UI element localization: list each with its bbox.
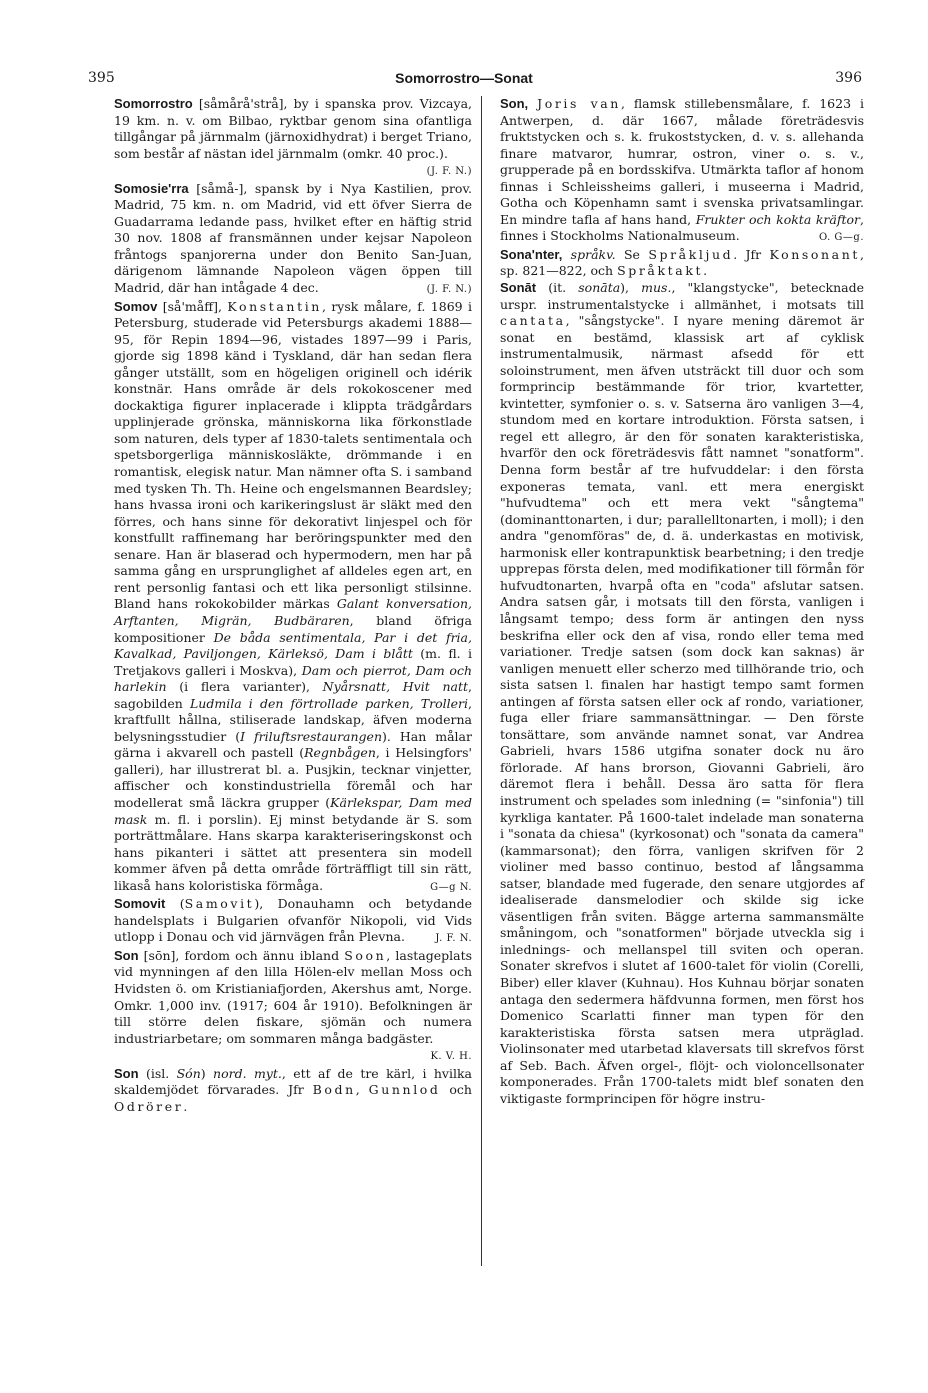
spaced-text: Gunnlod [368,1082,441,1098]
dictionary-entry [114,96,472,181]
italic-text: De båda sentimentala, Par i det fria, Kavalkad, Paviljongen, Kärleksö, Dam i blått [114,629,472,662]
entry-headword: Somovit [114,896,166,912]
entry-headword: Sonāt [500,280,537,296]
spaced-text: Odrörer [114,1098,184,1114]
entry-text [528,96,537,111]
entry-text: , "klangstycke", betecknade urspr. instrumentalstycke i allmänhet, i motsats till [500,280,864,312]
entry-text: , bland öfriga kompositioner [114,612,472,645]
dictionary-entry [114,896,472,948]
author-signature: J. F. N. [435,933,472,945]
entry-text: ), [620,280,642,296]
column-divider [481,96,482,1266]
entry-text: , "sångstycke". I nyare mening däremot är sonat en bestämd, klassisk art af cyklisk instrumentalmusik, närmast afsedd för ett soloinstrument, men äfven utsträckt till duor och som formprincip bestämmande för trior, kvartetter, kvintetter, symfonier o. s. v. Satserna äro vanligen 3—4, stundom med en kortare introduktion. Första satsen, i regel ett allegro, är den för sonaten karakteristiska, hvarför den ock företrädesvis fått namnet "sonatform". Denna form består af tre hufvuddelar: i den första exponeras temata, vanl. ett mera energiskt "hufvudtema" och ett mera vekt "sångtema" (dominanttonarten, i dur; parallelltonarten, i moll); i den andra "genomföras" de, d. ä. underkastas en motivisk, harmonisk eller kontrapunktisk bearbetning; i den tredje upprepas första delen, med modifikationer till förmån för hufvudtonarten, hvarpå ofta en "coda" afslutar satsen. Andra satsen går, i motsats till den första, vanligen i långsamt tempo; dess form är antingen den nyss beskrifna eller ock den af visa, rondo eller tema med variationer. Tredje satsen (som dock kan saknas) är vanligen menuett eller scherzo med tillhörande trio, och sista satsen l. finalen har hastigt tempo samt formen antingen af första satsen eller ock af rondo, variationer, fuga eller friare sammansättningar. — Den förste tonsättare, som använde namnet sonat, var Andrea Gabrieli, hvars 1586 utgifna sonater dock nu äro förlorade. Af hans brorson, Giovanni Gabrieli, äro däremot flera i behåll. Dessa äro satta för flera instrument och spelades som inledning (= "sinfonia") till kyrkliga kantater. På 1600-talet indelade man sonaterna i "sonata da chiesa" (kyrkosonat) och "sonata da camera" (kammarsonat); den förra, vanligen skrifven för 2 violiner med basso continuo, bestod af långsamma satser, blandade med fugerade, den senare utgjordes af idealiserade dansmelodier och skilde sig icke väsentligen från sviten. Bägge arterna sammansmälte småningom, och "sonatformen" började utveckla sig i inlednings- och mellanspel till sviten och operan. Sonater skrefvos i slutet af 1600-talet för violin (Corelli, Biber) eller klaver (Kuhnau). Hos Kuhnau börjar sonaten antaga den sedermera häfdvunna formen, men först hos Domenico Scarlatti finner man typen för den karakteristiska första satsen mera utpräglad. Violinsonater med utarbetad klaversats till skrefvos först af Seb. Bach. Äfven orgel-, flöjt- och violoncellsonater komponerades. Från 1700-talets midt blef sonaten den viktigaste formprincipen för högre instru- [500,313,864,1106]
author-signature: O. G—g. [818,232,864,244]
entry-text: (m. fl. i Tretjakovs galleri i Moskva), [114,646,472,678]
italic-text: Galant konversation, Arftanten, Migrän, Budbäraren [114,596,472,628]
entry-text: ( [165,896,185,912]
entry-text: [såmå-], spansk by i Nya Kastilien, prov. Madrid, 75 km. n. om Madrid, vid ett öfver Sierra de Guadarrama ledande pass, hvilket efter en häftig strid 30 nov. 1808 af fransmännen under kejsar Napoleon fråntogs spanjorerna under don Benito San-Juan, därigenom lämnande Napoleon vägen öppen till Madrid, där han intågade 4 dec. [114,180,472,296]
running-title: Somorrostro—Sonat [395,70,533,86]
italic-text: språkv. [570,246,616,262]
italic-text: sonāta [578,280,621,296]
spaced-text: Joris van [537,96,621,111]
spaced-text: Språktakt [617,263,704,279]
italic-text: Nyårsnatt, Hvit natt [322,679,469,695]
author-signature: G—g N. [430,881,472,893]
entry-headword: Somorrostro [114,96,193,111]
left-column [114,96,472,1115]
entry-text: (isl. [138,1065,177,1081]
entry-text: , flamsk stillebensmålare, f. 1623 i Antwerpen, d. där 1667, målade företrädesvis fruktstycken och s. k. frukoststycken, d. v. s. allehanda finare matvaror, humrar, ostron, viner o. s. v., grupperade på en bordsskifva. Utmärkta taflor af honom finnas i Schleissheims galleri, i museerna i Madrid, Gotha och Köpenhamn samt i svenska privatsamlingar. En mindre tafla af hans hand, [500,96,864,227]
dictionary-entry [500,247,864,280]
dictionary-entry [114,181,472,299]
entry-text: , lastageplats vid mynningen af den lilla Hölen-elv mellan Moss och Hvidsten ö. om Kristianiafjorden, Akershus amt, Norge. Omkr. 1,000 inv. (1917; 604 år 1910). Befolkningen är till större delen fiskare, sjömän och numera industriarbetare; om sommaren många badgäster. [114,947,473,1046]
entry-text: , finnes i Stockholms Nationalmuseum. [500,211,864,244]
entry-headword: Son [114,947,139,963]
dictionary-entry [500,280,864,1107]
entry-text: , [355,1082,369,1098]
entry-headword: Sona'nter, [500,246,563,262]
dictionary-entry [114,948,472,1066]
entry-text [562,247,570,262]
spaced-text: Soon [344,947,387,963]
entry-headword: Son, [500,96,529,111]
spaced-text: Konsonant [769,246,860,262]
italic-text: mus. [641,280,672,296]
entry-text: , ett af de tre kärl, i hvilka skaldemjödet förvarades. Jfr [114,1065,472,1098]
entry-text: . Jfr [733,246,770,262]
author-signature: K. V. H. [430,1051,472,1063]
entry-text: Se [615,246,649,262]
entry-text: (i flera varianter), [166,679,323,695]
author-signature: (J. F. N.) [426,284,472,296]
italic-text: Ludmila i den förtrollade parken, Trolleri [190,695,468,711]
italic-text: I friluftsrestaurangen [240,728,383,744]
italic-text: Kärlekspar, Dam med mask [114,794,472,827]
spaced-text: Samovit [184,896,255,912]
entry-text: ) [200,1065,214,1081]
entry-text: , i Helsingfors' galleri), har illustrerat bl. a. Pusjkin, tecknar vinjetter, affischer och konstindustriella föremål och har modellerat små läckra grupper ( [114,745,472,810]
dictionary-entry [114,299,472,897]
entry-text: , sagobilden [114,679,472,711]
spaced-text: Konstantin [227,298,322,314]
dictionary-entry [500,96,864,247]
right-page-number: 396 [835,70,862,86]
entry-text: (it. [536,280,579,296]
author-signature: (J. F. N.) [426,166,472,178]
entry-text: [sōn], fordom och ännu ibland [138,947,345,963]
entry-text: , rysk målare, f. 1869 i Petersburg, studerade vid Petersburgs akademi 1888—95, för Repin 1894—96, vistades 1897—99 i Paris, gjorde sig 1898 känd i Tyskland, där han sedan flera gånger utställt, som en högeligen originell och idérik konstnär. Hans område är dels rokokoscener med dockaktiga figurer inplacerade i klippta trädgårdars upplinjerade grönska, människorna lika förkonstlade som naturen, dels typer af 1830-talets sentimentala och spetsborgerliga människosläkte, drömmande i en romantisk, elegisk natur. Man nämner ofta S. i samband med tysken Th. Th. Heine och engelsmannen Beardsley; hans hvassa ironi och karikeringslust är släkt med den förres, och hans sinne för dekorativt linjespel och för konstfullt raffinemang har beröringspunkter med den senare. Han är blaserad och hypermodern, men har på samma gång en ursprunglighet af alldeles egen art, en rent personlig fantasi och ett lika personligt stilsinne. Bland hans rokokobilder märkas [114,298,472,612]
spaced-text: cantata [500,313,566,329]
dictionary-entry [114,1066,472,1116]
entry-text: , sp. 821—822, och [500,246,864,279]
entry-text: ), Donauhamn och betydande handelsplats i Bulgarien ofvanför Nikopoli, vid Vids utlopp i Donau och vid järnvägen från Plevna. [114,896,472,945]
entry-text: och [440,1082,472,1098]
italic-text: Dam och pierrot, Dam och harlekin [114,662,473,695]
entry-text: . [183,1098,188,1114]
entry-headword: Son [114,1065,139,1081]
italic-text: nord. myt. [213,1065,282,1081]
entry-text: ). Han målar gärna i akvarell och pastell ( [114,728,472,761]
italic-text: Regnbågen [304,745,376,761]
italic-text: Frukter och kokta kräftor [695,211,861,227]
spaced-text: Bodn [312,1082,356,1098]
entry-text: [så'måff], [157,298,228,314]
right-column [500,96,864,1107]
entry-text: . [703,263,708,279]
entry-text: [såmårå'strå], by i spanska prov. Vizcaya, 19 km. n. v. om Bilbao, ryktbar genom sina ofantliga tillgångar på järnmalm (järnoxidhydrat) i berget Triano, som består af nästan idel järnmalm (omkr. 40 proc.). [114,96,472,161]
entry-text: , kraftfullt hållna, stiliserade landskap, äfven moderna belysningsstudier ( [114,695,472,744]
entry-text: m. fl. i porslin). Ej minst betydande är S. som porträttmålare. Hans skarpa karakteriseringskonst och hans pikanteri i sättet att presentera sin modell kommer äfven på detta område förträffligt till sin rätt, likaså hans koloristiska förmåga. [114,811,472,893]
spaced-text: Språkljud [648,246,734,262]
italic-text: Són [176,1065,201,1081]
left-page-number: 395 [88,70,115,86]
entry-headword: Somov [114,298,158,314]
entry-headword: Somosie'rra [114,180,189,196]
